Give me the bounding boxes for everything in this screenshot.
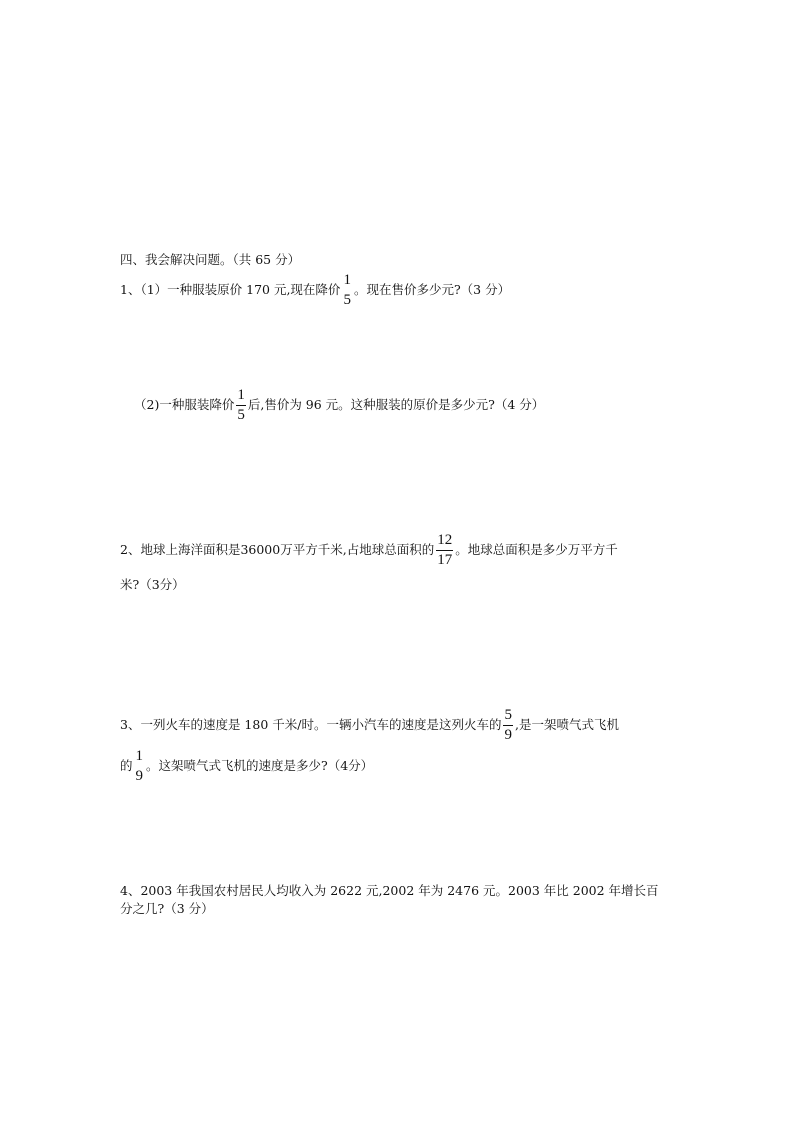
q2-text-before: 2、地球上海洋面积是36000万平方千米,占地球总面积的: [120, 542, 435, 557]
q1-part1-text-after: 。现在售价多少元?（3 分）: [353, 282, 511, 297]
fraction-bar: [135, 766, 145, 767]
question-1-part-2: [134, 387, 544, 424]
fraction-numerator: 1: [237, 387, 245, 403]
q3-text-before: 3、一列火车的速度是 180 千米/时。一辆小汽车的速度是这列火车的: [120, 717, 502, 732]
question-2: [120, 532, 618, 569]
fraction-denominator: 9: [135, 768, 144, 784]
q3-line2-after: 。这架喷气式飞机的速度是多少?（4分）: [146, 758, 374, 773]
fraction-one-fifth: [342, 272, 352, 309]
q2-text-line2: 米?（3分）: [120, 577, 185, 592]
fraction-denominator: 5: [343, 292, 351, 308]
section-title-text: 四、我会解决问题。（共 65 分）: [120, 252, 301, 267]
fraction-bar: [342, 290, 352, 291]
fraction-one-ninth: [135, 748, 145, 785]
fraction-denominator: 5: [237, 407, 245, 423]
q4-text-line1: 4、2003 年我国农村居民人均收入为 2622 元,2002 年为 2476 元。2003 年比 2002 年增长百: [120, 883, 659, 898]
section-title: [120, 252, 300, 268]
fraction-bar: [503, 725, 513, 726]
q1-part2-text-after: 后,售价为 96 元。这种服装的原价是多少元?（4 分）: [247, 397, 545, 412]
fraction-denominator: 9: [504, 727, 512, 743]
fraction-bar: [436, 550, 453, 551]
q2-text-after: 。地球总面积是多少万平方千: [455, 542, 618, 557]
q4-text-line2: 分之几?（3 分）: [120, 901, 214, 916]
fraction-five-ninths: [503, 707, 513, 744]
fraction-numerator: 1: [343, 272, 351, 288]
fraction-numerator: 5: [504, 707, 512, 723]
q1-part2-text-before: （2)一种服装降价: [134, 397, 235, 412]
fraction-numerator: 12: [437, 532, 453, 548]
fraction-denominator: 17: [437, 552, 453, 568]
fraction-bar: [236, 405, 246, 406]
fraction-one-fifth: [236, 387, 246, 424]
question-4-line-2: [120, 901, 214, 917]
fraction-twelve-seventeenths: [436, 532, 453, 569]
question-1-part-1: [120, 272, 510, 309]
q3-text-after: ,是一架喷气式飞机: [514, 717, 619, 732]
question-3-line-2: [120, 748, 373, 785]
question-2-line-2: [120, 577, 185, 593]
q3-line2-before: 的: [120, 758, 133, 773]
fraction-numerator: 1: [135, 748, 144, 764]
question-4: [120, 883, 659, 899]
question-3: [120, 707, 619, 744]
q1-part1-text-before: 1、（1）一种服装原价 170 元,现在降价: [120, 282, 341, 297]
